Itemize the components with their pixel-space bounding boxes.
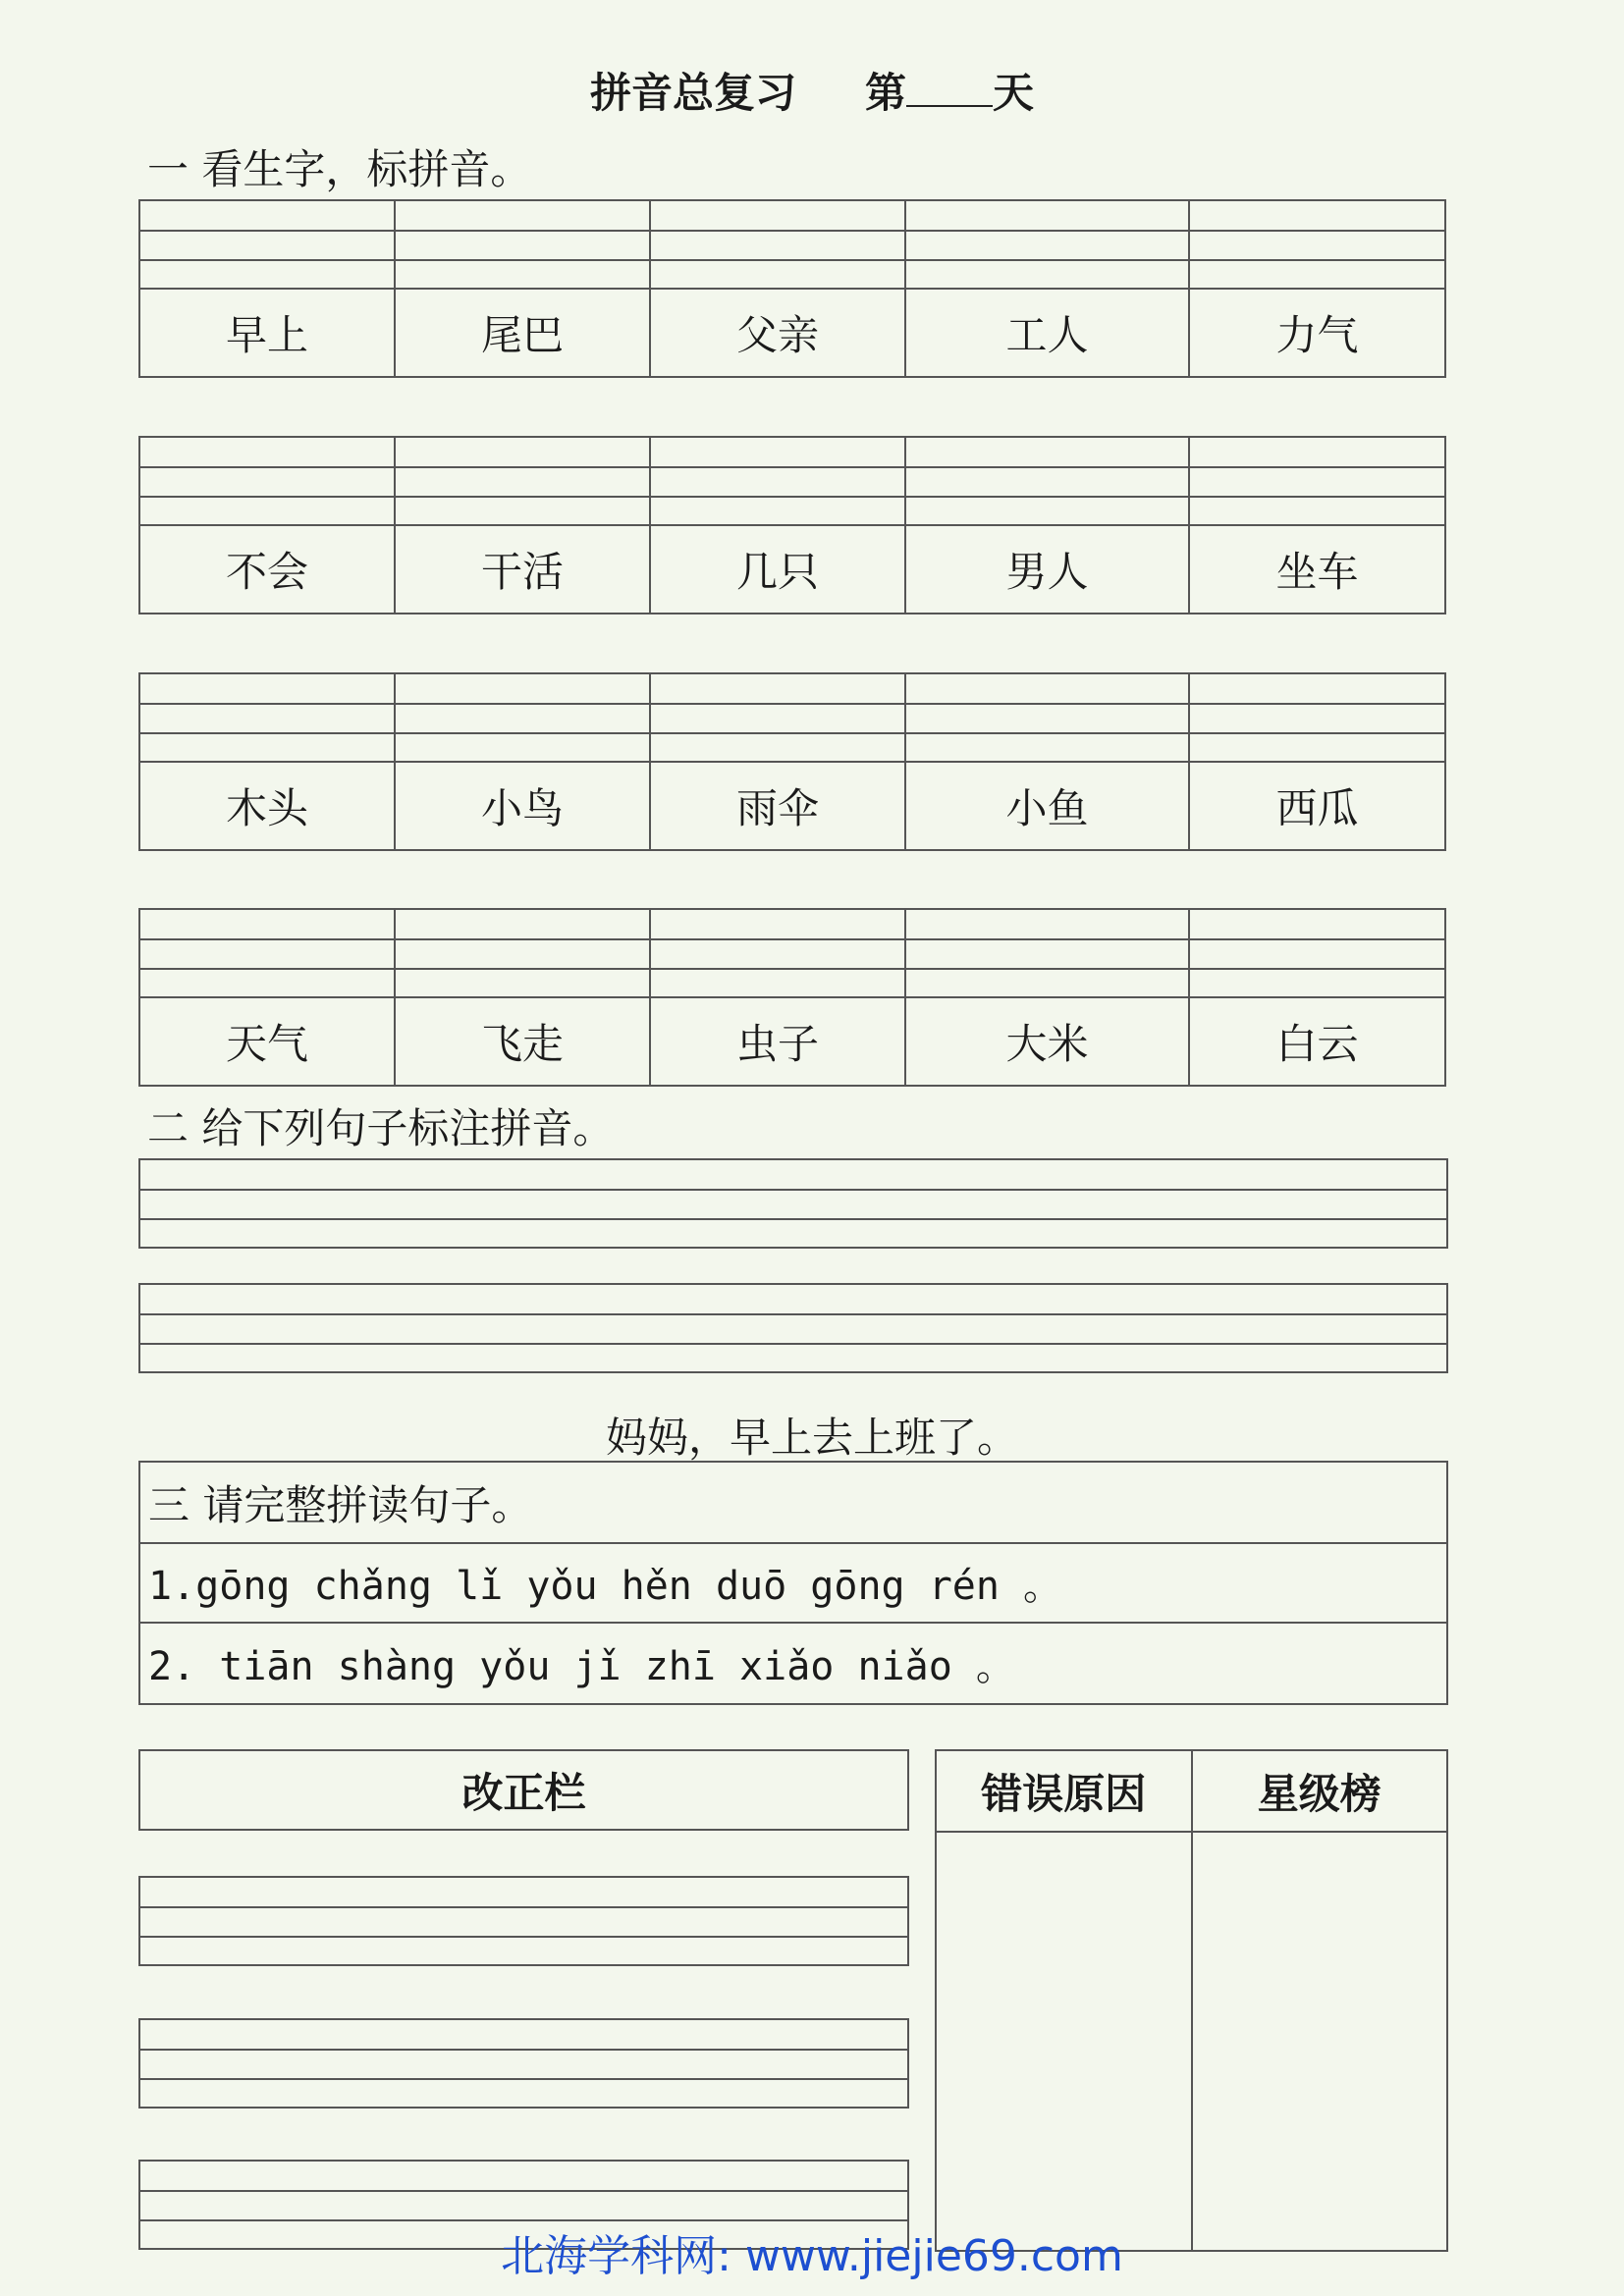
- word-table-2: [138, 436, 1448, 613]
- section3-box: [138, 1461, 1448, 1705]
- pinyin-writing-cell[interactable]: [138, 672, 396, 763]
- pinyin-writing-cell[interactable]: [904, 199, 1190, 290]
- word-cell: 早上: [138, 288, 396, 378]
- pinyin-sentence-2: 2. tiān shàng yǒu jǐ zhī xiǎo niǎo 。: [148, 1644, 1015, 1689]
- day-prefix: 第: [864, 69, 906, 117]
- pinyin-writing-cell[interactable]: [904, 436, 1190, 526]
- word-table-1: [138, 199, 1448, 376]
- correction-lines[interactable]: [138, 1876, 909, 1966]
- word-table-3: [138, 672, 1448, 849]
- word-cell: 雨伞: [649, 761, 906, 851]
- page-title: [0, 61, 1624, 120]
- word-cell: 男人: [904, 524, 1190, 614]
- word-cell: 白云: [1188, 996, 1446, 1087]
- pinyin-writing-cell[interactable]: [904, 672, 1190, 763]
- word-cell: 西瓜: [1188, 761, 1446, 851]
- pinyin-sentence-1: 1.gōng chǎng lǐ yǒu hěn duō gōng rén 。: [140, 1544, 1446, 1624]
- word-cell: 木头: [138, 761, 396, 851]
- section3-heading: 三 请完整拼读句子。: [140, 1463, 1446, 1544]
- section1-heading: 一 看生字，标拼音。: [147, 145, 532, 193]
- pinyin-writing-lines[interactable]: [138, 1158, 1448, 1249]
- section2-heading: 二 给下列句子标注拼音。: [147, 1104, 615, 1152]
- pinyin-writing-cell[interactable]: [649, 908, 906, 998]
- word-cell: 干活: [394, 524, 651, 614]
- day-suffix: 天: [993, 69, 1035, 117]
- pinyin-writing-cell[interactable]: [1188, 199, 1446, 290]
- evaluation-table: [935, 1749, 1448, 2252]
- star-rank-header: 星级榜: [1257, 1769, 1381, 1818]
- correction-lines[interactable]: [138, 2018, 909, 2109]
- word-table-4: [138, 908, 1448, 1085]
- pinyin-writing-cell[interactable]: [649, 436, 906, 526]
- pinyin-writing-lines[interactable]: [138, 1283, 1448, 1373]
- word-cell: 父亲: [649, 288, 906, 378]
- pinyin-writing-cell[interactable]: [649, 672, 906, 763]
- day-blank[interactable]: [906, 70, 993, 107]
- pinyin-writing-cell[interactable]: [394, 672, 651, 763]
- pinyin-writing-cell[interactable]: [649, 199, 906, 290]
- word-cell: 小鸟: [394, 761, 651, 851]
- word-cell: 工人: [904, 288, 1190, 378]
- word-cell: 飞走: [394, 996, 651, 1087]
- pinyin-writing-cell[interactable]: [1188, 672, 1446, 763]
- word-cell: 大米: [904, 996, 1190, 1087]
- sentence-to-annotate: 妈妈，早上去上班了。: [605, 1414, 1018, 1462]
- word-cell: 不会: [138, 524, 396, 614]
- pinyin-writing-cell[interactable]: [394, 199, 651, 290]
- pinyin-writing-cell[interactable]: [138, 436, 396, 526]
- pinyin-writing-cell[interactable]: [1188, 436, 1446, 526]
- pinyin-writing-cell[interactable]: [394, 436, 651, 526]
- correction-header: 改正栏: [138, 1749, 909, 1831]
- pinyin-writing-cell[interactable]: [904, 908, 1190, 998]
- error-reason-header: 错误原因: [937, 1751, 1193, 1831]
- pinyin-writing-cell[interactable]: [1188, 908, 1446, 998]
- word-cell: 尾巴: [394, 288, 651, 378]
- word-cell: 几只: [649, 524, 906, 614]
- pinyin-writing-cell[interactable]: [138, 908, 396, 998]
- word-cell: 坐车: [1188, 524, 1446, 614]
- column-divider: [1191, 1831, 1193, 2250]
- pinyin-writing-cell[interactable]: [394, 908, 651, 998]
- title-text: 拼音总复习: [589, 69, 796, 117]
- pinyin-writing-cell[interactable]: [138, 199, 396, 290]
- word-cell: 天气: [138, 996, 396, 1087]
- word-cell: 虫子: [649, 996, 906, 1087]
- footer-watermark: 北海学科网: www.jiejie69.com: [501, 2231, 1123, 2281]
- word-cell: 力气: [1188, 288, 1446, 378]
- word-cell: 小鱼: [904, 761, 1190, 851]
